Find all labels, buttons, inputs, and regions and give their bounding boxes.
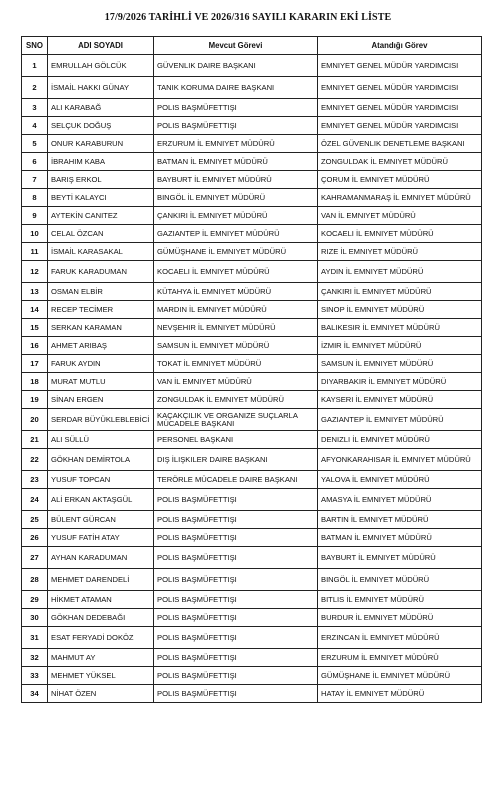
table-row [22,243,482,261]
row-number: 21 [22,431,48,449]
current-position: DIŞ İLIŞKILER DAIRE BAŞKANI [154,449,318,471]
column-header-assigned-position: Atandığı Görev [318,37,482,55]
row-number: 27 [22,547,48,569]
table-row [22,529,482,547]
table-row [22,225,482,243]
current-position: KÜTAHYA İL EMNIYET MÜDÜRÜ [154,283,318,301]
person-name: İBRAHIM KABA [48,153,154,171]
row-number: 8 [22,189,48,207]
assigned-position: ERZINCAN İL EMNIYET MÜDÜRÜ [318,627,482,649]
person-name: SELÇUK DOĞUŞ [48,117,154,135]
table-row [22,569,482,591]
table-row [22,511,482,529]
row-number: 5 [22,135,48,153]
person-name: BARIŞ ERKOL [48,171,154,189]
table-row [22,135,482,153]
row-number: 12 [22,261,48,283]
current-position: POLIS BAŞMÜFETTIŞI [154,489,318,511]
row-number: 2 [22,77,48,99]
current-position: BINGÖL İL EMNIYET MÜDÜRÜ [154,189,318,207]
row-number: 1 [22,55,48,77]
row-number: 28 [22,569,48,591]
person-name: ALI KARABAĞ [48,99,154,117]
assigned-position: RIZE İL EMNIYET MÜDÜRÜ [318,243,482,261]
person-name: FARUK AYDIN [48,355,154,373]
current-position: POLIS BAŞMÜFETTIŞI [154,547,318,569]
person-name: AHMET ARIBAŞ [48,337,154,355]
person-name: OSMAN ELBİR [48,283,154,301]
table-row [22,685,482,703]
assigned-position: DENIZLI İL EMNIYET MÜDÜRÜ [318,431,482,449]
current-position: POLIS BAŞMÜFETTIŞI [154,685,318,703]
assigned-position: HATAY İL EMNIYET MÜDÜRÜ [318,685,482,703]
row-number: 22 [22,449,48,471]
person-name: MEHMET YÜKSEL [48,667,154,685]
person-name: NİHAT ÖZEN [48,685,154,703]
table-row [22,471,482,489]
row-number: 17 [22,355,48,373]
assigned-position: KAHRAMANMARAŞ İL EMNIYET MÜDÜRÜ [318,189,482,207]
person-name: MEHMET DARENDELİ [48,569,154,591]
table-row [22,319,482,337]
table-row [22,337,482,355]
current-position: TERÖRLE MÜCADELE DAIRE BAŞKANI [154,471,318,489]
table-row [22,207,482,225]
assigned-position: EMNIYET GENEL MÜDÜR YARDIMCISI [318,77,482,99]
person-name: SERKAN KARAMAN [48,319,154,337]
assigned-position: SINOP İL EMNIYET MÜDÜRÜ [318,301,482,319]
assigned-position: BITLIS İL EMNIYET MÜDÜRÜ [318,591,482,609]
current-position: MARDIN İL EMNIYET MÜDÜRÜ [154,301,318,319]
row-number: 11 [22,243,48,261]
table-row [22,649,482,667]
table-row [22,171,482,189]
column-header-sno: SNO [22,37,48,55]
table-row [22,261,482,283]
row-number: 24 [22,489,48,511]
table-row [22,55,482,77]
assigned-position: SAMSUN İL EMNIYET MÜDÜRÜ [318,355,482,373]
assigned-position: EMNIYET GENEL MÜDÜR YARDIMCISI [318,55,482,77]
row-number: 19 [22,391,48,409]
current-position: ZONGULDAK İL EMNIYET MÜDÜRÜ [154,391,318,409]
table-row [22,189,482,207]
assigned-position: EMNIYET GENEL MÜDÜR YARDIMCISI [318,117,482,135]
row-number: 32 [22,649,48,667]
current-position: ERZURUM İL EMNIYET MÜDÜRÜ [154,135,318,153]
row-number: 4 [22,117,48,135]
assigned-position: KOCAELI İL EMNIYET MÜDÜRÜ [318,225,482,243]
assigned-position: BURDUR İL EMNIYET MÜDÜRÜ [318,609,482,627]
current-position: POLIS BAŞMÜFETTIŞI [154,569,318,591]
row-number: 13 [22,283,48,301]
current-position: POLIS BAŞMÜFETTIŞI [154,99,318,117]
assigned-position: YALOVA İL EMNIYET MÜDÜRÜ [318,471,482,489]
table-row [22,99,482,117]
person-name: AYTEKİN CANITEZ [48,207,154,225]
assigned-position: BATMAN İL EMNIYET MÜDÜRÜ [318,529,482,547]
row-number: 6 [22,153,48,171]
assigned-position: ERZURUM İL EMNIYET MÜDÜRÜ [318,649,482,667]
current-position: ÇANKIRI İL EMNIYET MÜDÜRÜ [154,207,318,225]
row-number: 34 [22,685,48,703]
table-row [22,547,482,569]
row-number: 10 [22,225,48,243]
table-header-row [22,37,482,55]
person-name: İSMAİL KARASAKAL [48,243,154,261]
person-name: YUSUF FATİH ATAY [48,529,154,547]
person-name: GÖKHAN DEDEBAĞI [48,609,154,627]
table-row [22,431,482,449]
row-number: 9 [22,207,48,225]
person-name: RECEP TECİMER [48,301,154,319]
appointment-table [21,36,482,703]
person-name: MAHMUT AY [48,649,154,667]
current-position: NEVŞEHIR İL EMNIYET MÜDÜRÜ [154,319,318,337]
current-position: PERSONEL BAŞKANI [154,431,318,449]
current-position: SAMSUN İL EMNIYET MÜDÜRÜ [154,337,318,355]
assigned-position: KAYSERI İL EMNIYET MÜDÜRÜ [318,391,482,409]
person-name: CELAL ÖZCAN [48,225,154,243]
person-name: ESAT FERYADİ DOKÖZ [48,627,154,649]
row-number: 31 [22,627,48,649]
current-position: KOCAELI İL EMNIYET MÜDÜRÜ [154,261,318,283]
table-row [22,373,482,391]
table-row [22,153,482,171]
assigned-position: GAZIANTEP İL EMNIYET MÜDÜRÜ [318,409,482,431]
row-number: 29 [22,591,48,609]
table-row [22,77,482,99]
person-name: İSMAİL HAKKI GÜNAY [48,77,154,99]
assigned-position: İZMIR İL EMNIYET MÜDÜRÜ [318,337,482,355]
current-position: TANIK KORUMA DAIRE BAŞKANI [154,77,318,99]
person-name: EMRULLAH GÖLCÜK [48,55,154,77]
row-number: 23 [22,471,48,489]
column-header-name: ADI SOYADI [48,37,154,55]
assigned-position: ÖZEL GÜVENLIK DENETLEME BAŞKANI [318,135,482,153]
assigned-position: BALIKESIR İL EMNIYET MÜDÜRÜ [318,319,482,337]
table-row [22,627,482,649]
assigned-position: BARTIN İL EMNIYET MÜDÜRÜ [318,511,482,529]
table-row [22,409,482,431]
assigned-position: ÇORUM İL EMNIYET MÜDÜRÜ [318,171,482,189]
table-body [22,55,482,703]
assigned-position: AYDIN İL EMNIYET MÜDÜRÜ [318,261,482,283]
current-position: GAZIANTEP İL EMNIYET MÜDÜRÜ [154,225,318,243]
current-position: POLIS BAŞMÜFETTIŞI [154,591,318,609]
person-name: SERDAR BÜYÜKLEBLEBİCİ [48,409,154,431]
current-position: POLIS BAŞMÜFETTIŞI [154,627,318,649]
current-position: POLIS BAŞMÜFETTIŞI [154,529,318,547]
row-number: 14 [22,301,48,319]
assigned-position: VAN İL EMNIYET MÜDÜRÜ [318,207,482,225]
person-name: AYHAN KARADUMAN [48,547,154,569]
row-number: 16 [22,337,48,355]
person-name: BEYTİ KALAYCI [48,189,154,207]
table-row [22,117,482,135]
row-number: 26 [22,529,48,547]
assigned-position: BAYBURT İL EMNIYET MÜDÜRÜ [318,547,482,569]
table-row [22,449,482,471]
current-position: TOKAT İL EMNIYET MÜDÜRÜ [154,355,318,373]
person-name: SİNAN ERGEN [48,391,154,409]
row-number: 25 [22,511,48,529]
row-number: 3 [22,99,48,117]
person-name: GÖKHAN DEMİRTOLA [48,449,154,471]
current-position: POLIS BAŞMÜFETTIŞI [154,649,318,667]
current-position: VAN İL EMNIYET MÜDÜRÜ [154,373,318,391]
document-title: 17/9/2026 TARİHLİ VE 2026/316 SAYILI KARARIN EKİ LİSTE [104,12,392,23]
current-position: POLIS BAŞMÜFETTIŞI [154,117,318,135]
assigned-position: BINGÖL İL EMNIYET MÜDÜRÜ [318,569,482,591]
table-row [22,489,482,511]
table-row [22,355,482,373]
row-number: 20 [22,409,48,431]
current-position: BAYBURT İL EMNIYET MÜDÜRÜ [154,171,318,189]
table-row [22,301,482,319]
assigned-position: GÜMÜŞHANE İL EMNIYET MÜDÜRÜ [318,667,482,685]
assigned-position: AMASYA İL EMNIYET MÜDÜRÜ [318,489,482,511]
current-position: POLIS BAŞMÜFETTIŞI [154,609,318,627]
person-name: ALI SÜLLÜ [48,431,154,449]
current-position: GÜVENLIK DAIRE BAŞKANI [154,55,318,77]
column-header-current-position: Mevcut Görevi [154,37,318,55]
assigned-position: DIYARBAKIR İL EMNIYET MÜDÜRÜ [318,373,482,391]
person-name: YUSUF TOPCAN [48,471,154,489]
row-number: 7 [22,171,48,189]
table-row [22,609,482,627]
assigned-position: ÇANKIRI İL EMNIYET MÜDÜRÜ [318,283,482,301]
current-position: POLIS BAŞMÜFETTIŞI [154,667,318,685]
person-name: MURAT MUTLU [48,373,154,391]
table-row [22,283,482,301]
person-name: ALİ ERKAN AKTAŞGÜL [48,489,154,511]
row-number: 15 [22,319,48,337]
person-name: BÜLENT GÜRCAN [48,511,154,529]
table-row [22,667,482,685]
row-number: 30 [22,609,48,627]
row-number: 33 [22,667,48,685]
person-name: HİKMET ATAMAN [48,591,154,609]
person-name: ONUR KARABURUN [48,135,154,153]
assigned-position: EMNIYET GENEL MÜDÜR YARDIMCISI [318,99,482,117]
assigned-position: ZONGULDAK İL EMNIYET MÜDÜRÜ [318,153,482,171]
row-number: 18 [22,373,48,391]
table-row [22,391,482,409]
table-row [22,591,482,609]
assigned-position: AFYONKARAHISAR İL EMNIYET MÜDÜRÜ [318,449,482,471]
current-position: POLIS BAŞMÜFETTIŞI [154,511,318,529]
person-name: FARUK KARADUMAN [48,261,154,283]
current-position: GÜMÜŞHANE İL EMNIYET MÜDÜRÜ [154,243,318,261]
current-position: BATMAN İL EMNIYET MÜDÜRÜ [154,153,318,171]
current-position: KAÇAKÇILIK VE ORGANIZE SUÇLARLA MÜCADELE BAŞKANI [154,409,318,431]
